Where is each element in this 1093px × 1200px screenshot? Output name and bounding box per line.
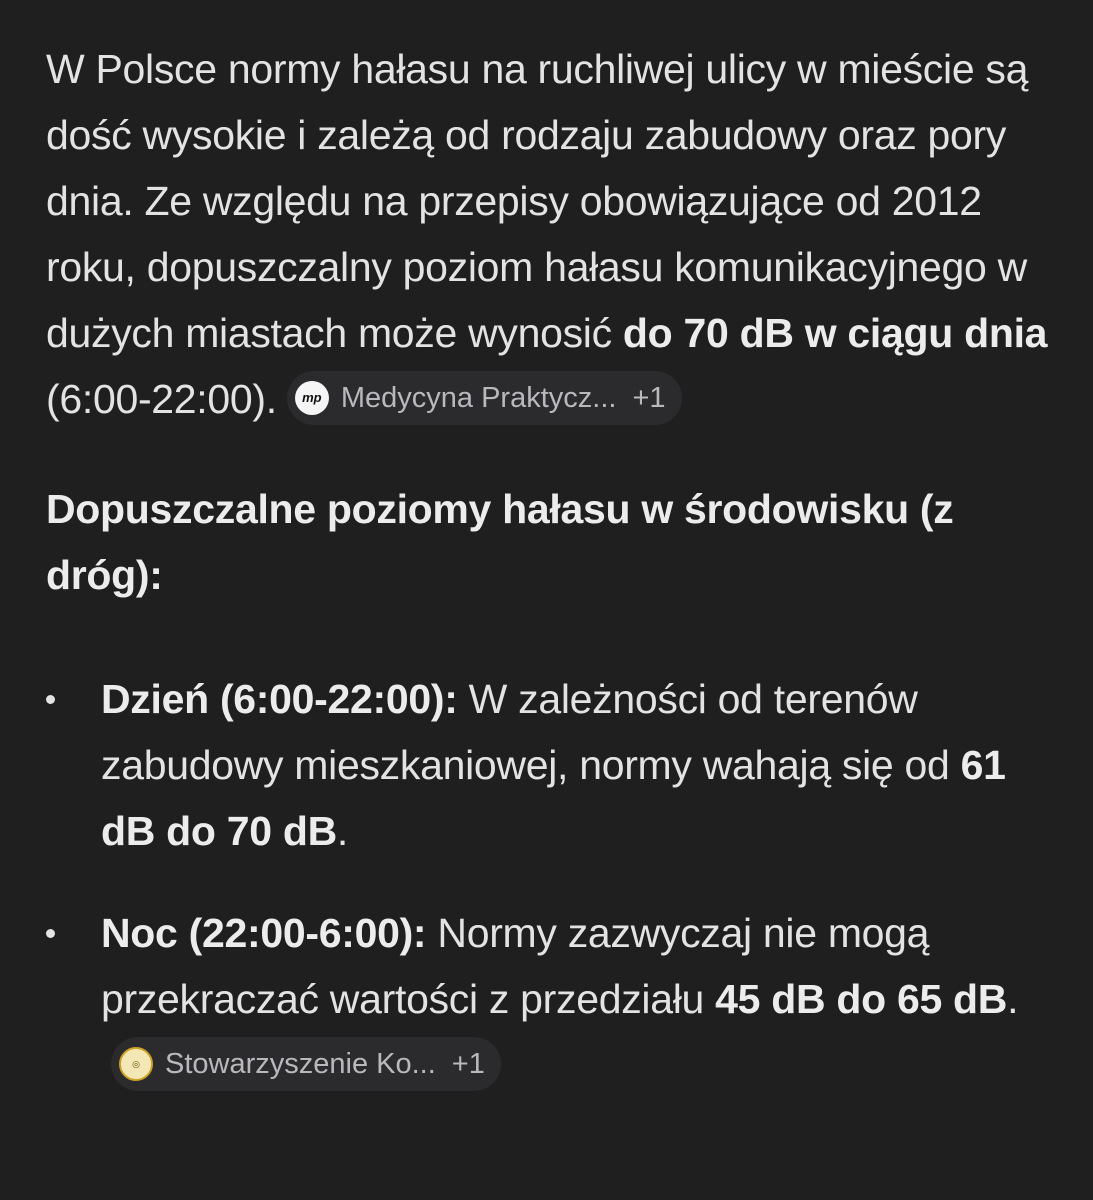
medycyna-praktyczna-logo-icon: mp [295,381,329,415]
response-content [46,36,1056,1134]
list-item-label: Noc (22:00-6:00): [101,910,427,956]
section-heading: Dopuszczalne poziomy hałasu w środowisku (z dróg): [46,486,954,598]
source-chip-label: Medycyna Praktycz... [340,382,617,415]
list-item-night [46,900,1056,1098]
intro-text-1: W Polsce normy hałasu na ruchliwej ulicy w mieście są dość wysokie i zależą od rodzaju zabudowy oraz pory dnia. Ze względu na przepisy obowiązujące od 2012 roku, dopuszczalny poziom hałasu komunikacyjnego w dużych miastach może wynosić [46,46,1029,356]
list-item-text-2: . [336,808,348,854]
list-item-label: Dzień (6:00-22:00): [101,676,458,722]
list-item-text-1: W zależności od terenów zabudowy mieszkaniowej, normy wahają się od [101,676,961,788]
source-chip-count: +1 [451,1048,485,1081]
source-chip-count: +1 [632,382,666,415]
source-chip-stowarzyszenie[interactable] [111,1037,501,1091]
bullet-icon [46,929,55,938]
list-item-text-1: Normy zazwyczaj nie mogą przekraczać wartości z przedziału [101,910,930,1022]
list-item-bold: 45 dB do 65 dB [715,976,1008,1022]
source-chip-medycyna[interactable] [287,371,682,425]
list-item-bold: 61 dB do 70 dB [101,742,1006,854]
intro-text-2: (6:00-22:00). [46,376,277,422]
noise-levels-list [46,666,1056,1098]
source-chip-label: Stowarzyszenie Ko... [165,1048,436,1081]
intro-bold-text: do 70 dB w ciągu dnia [622,310,1048,356]
stowarzyszenie-komfort-logo-icon: ◎ [119,1047,153,1081]
list-item-day [46,666,1056,864]
bullet-icon [46,695,55,704]
list-item-text-2: . [1007,976,1019,1022]
intro-paragraph [46,36,1056,432]
